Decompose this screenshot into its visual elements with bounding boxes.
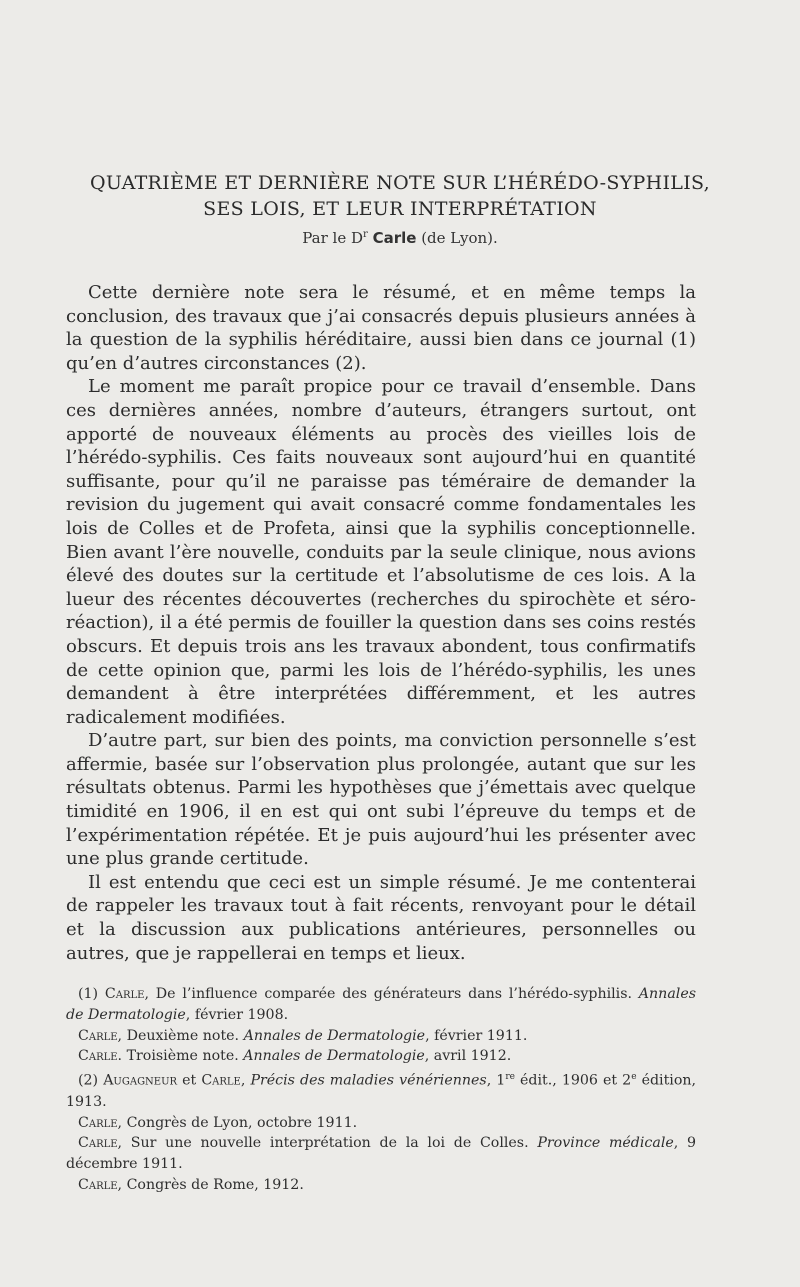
paragraph: Le moment me paraît propice pour ce travail d’ensemble. Dans ces dernières années, nombre d’auteurs, étrangers surtout, ont apporté de nouveaux éléments au procès des vieilles lois de l’hérédo-syphilis. Ces faits nouveaux sont aujourd’hui en quantité suffisante, pour qu’il ne paraisse pas téméraire de demander la revision du jugement qui avait consacré comme fondamentales les lois de Colles et de Profeta, ainsi que la syphilis conceptionnelle. Bien avant l’ère nouvelle, conduits par la seule clinique, nous avions élevé des doutes sur la certitude et l’absolutisme de ces lois. A la lueur des récentes découvertes (recherches du spirochète et séro-réaction), il a été permis de fouiller la question dans ses coins restés obscurs. Et depuis trois ans les travaux abondent, tous confirmatifs de cette opinion que, parmi les lois de l’hérédo-syphilis, les unes demandent à être interprétées différemment, et les autres radicalement modifiées. [66, 376, 696, 728]
byline-prefix: Par le D [302, 229, 363, 247]
footnote-author: Carle [78, 1048, 118, 1065]
footnote-date: , avril 1912. [424, 1048, 512, 1065]
footnote-author: Carle [104, 986, 145, 1002]
footnote-journal: Annales de Dermatologie [66, 986, 696, 1023]
footnote-author: Carle [78, 1114, 118, 1131]
footnote-date: , février 1911. [425, 1027, 528, 1044]
footnote [66, 1067, 696, 1112]
footnote-author: Augagneur [103, 1072, 178, 1089]
article-body [66, 281, 696, 965]
footnote-journal: Annales de Dermatologie [243, 1048, 425, 1065]
footnote-text: . Troisième note. [117, 1048, 244, 1065]
footnote [66, 1046, 696, 1067]
footnote-text: , Sur une nouvelle interprétation de la loi de Colles. [117, 1135, 538, 1152]
footnote-text: , De l’influence comparée des générateurs dans l’hérédo-syphilis. [144, 986, 639, 1002]
footnote-journal: Province médicale [537, 1135, 674, 1152]
footnote-author: Carle [78, 1027, 118, 1044]
footnote [66, 1113, 696, 1134]
footnote-sup: re [505, 1072, 515, 1083]
footnote-date: , 9 décembre 1911. [66, 1135, 696, 1173]
footnote-text: , Congrès de Rome, 1912. [117, 1176, 304, 1193]
footnote-author: Carle [201, 1072, 241, 1089]
footnote-journal: Annales de Dermatologie [243, 1027, 426, 1044]
footnote [66, 984, 696, 1026]
footnote-marker: (2) [78, 1072, 99, 1089]
footnote-author: Carle [78, 1176, 118, 1193]
paragraph: Cette dernière note sera le résumé, et en même temps la conclusion, des travaux que j’ai consacrés depuis plusieurs années à la question de la syphilis héréditaire, aussi bien dans ce journal (1) qu’en d’autres circonstances (2). [66, 282, 696, 374]
footnote-text: , [240, 1072, 251, 1089]
footnote-date: , février 1908. [185, 1006, 289, 1023]
footnote-sup: e [631, 1072, 637, 1083]
article-title-line-1: QUATRIÈME ET DERNIÈRE NOTE SUR L’HÉRÉDO-SYPHILIS, [89, 172, 711, 194]
footnote-text: édition, 1913. [66, 1072, 697, 1110]
byline [0, 229, 800, 247]
footnote-text: édit., 1906 et 2 [514, 1072, 632, 1089]
footnote-text: , Deuxième note. [117, 1027, 244, 1044]
byline-author: Carle [372, 229, 417, 247]
byline-sup: r [363, 229, 368, 240]
footnote-book: Précis des maladies vénériennes [250, 1072, 487, 1089]
footnote-text: , 1 [486, 1072, 506, 1089]
byline-suffix: (de Lyon). [421, 229, 498, 247]
footnote-text: , Congrès de Lyon, octobre 1911. [117, 1114, 358, 1131]
footnote-marker: (1) [78, 986, 99, 1002]
paragraph: D’autre part, sur bien des points, ma conviction personnelle s’est affermie, basée sur l’observation plus prolongée, autant que sur les résultats obtenus. Parmi les hypothèses que j’émettais avec quelque timidité en 1906, il en est qui ont subi l’épreuve du temps et de l’expérimentation répétée. Et je puis aujourd’hui les présenter avec une plus grande certitude. [66, 730, 696, 870]
footnote-text: et [177, 1072, 202, 1089]
article-title-line-2: SES LOIS, ET LEUR INTERPRÉTATION [203, 198, 597, 220]
footnotes [66, 984, 696, 1196]
footnote [66, 1026, 696, 1047]
paragraph: Il est entendu que ceci est un simple résumé. Je me contenterai de rappeler les travaux tout à fait récents, renvoyant pour le détail et la discussion aux publications antérieures, personnelles ou autres, que je rappellerai en temps et lieux. [66, 871, 696, 964]
footnote [66, 1175, 696, 1196]
footnote-author: Carle [78, 1135, 118, 1152]
footnote [66, 1133, 696, 1175]
